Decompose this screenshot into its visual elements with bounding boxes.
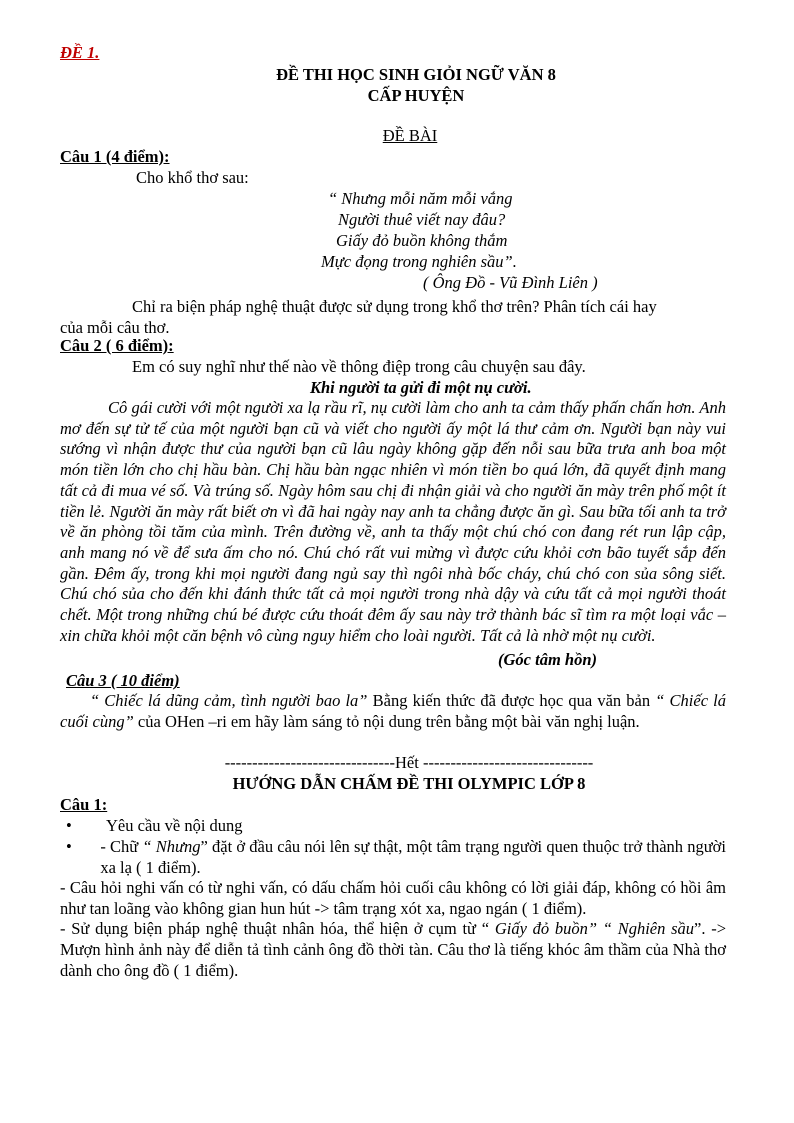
poem-line-1: “ Nhưng mỗi năm mỗi vắng <box>328 189 513 208</box>
poem-line-2: Người thuê viết nay đâu? <box>338 210 506 229</box>
story-text: Cô gái cười với một người xa lạ rầu rĩ, nụ cười làm cho anh ta cảm thấy phấn chấn hơn. Anh mơ đến sự tử tế của một người bạn cũ và viết cho người ấy một lá thư cảm ơn. Người bạn này vui sướng vì nhận được thư của người bạn cũ lâu ngày không gặp đến nỗi sau bữa trưa anh boa một món tiền lớn cho chị hầu bàn. Chị hầu bàn ngạc nhiên vì món tiền bo quá lớn, đã quyết định mang tất cả đi mua vé số. Và trúng số. Ngày hôm sau chị đi nhận giải và cho người ăn mày trên phố một ít tiền lẻ. Người ăn mày rất biết ơn vì đã hai ngày nay anh ta chẳng được ăn gì. Sau bữa tối anh ta trở về ăn phòng tồi tăm của mình. Trên đường về, anh ta thấy một chú chó con đang rét run lập cập, anh mang nó về để sưa ấm cho nó. Chú chó rất vui mừng vì được cứu khỏi cơn bão tuyết sắp đến gần. Đêm ấy, trong khi mọi người đang ngủ say thì ngôi nhà bốc cháy, chú chó con sủa sông siết. Chú chó sủa cho đến khi đánh thức tất cả mọi người trong nhà dậy và cứu tất cả mọi người thoát chết. Một trong những chú bé được cứu thoát đêm ấy sau này trở thành bác sĩ tìm ra một loại vắc – xin chữa khỏi một căn bệnh vô cùng nguy hiểm cho loài người. Tất cả là nhờ một nụ cười. <box>60 398 726 645</box>
guide-bullet-2-text: - Chữ “ Nhưng” đặt ở đầu câu nói lên sự thật, một tâm trạng người quen thuộc trở thành người xa lạ ( 1 điểm). <box>100 836 726 877</box>
cau1-question-line-2: của mỗi câu thơ. <box>60 318 170 337</box>
poem-block <box>60 188 726 272</box>
guide-bullet-1 <box>60 815 726 836</box>
cau1-question-line-1: Chỉ ra biện pháp nghệ thuật được sử dụng trong khổ thơ trên? Phân tích cái hay <box>132 297 657 316</box>
exam-title: ĐỀ THI HỌC SINH GIỎI NGỮ VĂN 8 <box>276 65 556 84</box>
cau1-intro: Cho khổ thơ sau: <box>136 168 249 187</box>
exam-number: ĐỀ 1. <box>60 43 100 62</box>
story-title: Khi người ta gửi đi một nụ cười. <box>310 378 532 397</box>
section-de-bai: ĐỀ BÀI <box>382 126 438 145</box>
exam-level: CẤP HUYỆN <box>367 86 465 105</box>
bullet-icon: • <box>66 836 72 856</box>
guide-para-1: - Câu hỏi nghi vấn có từ nghi vấn, có dấu chấm hỏi cuối câu không có lời giải đáp, không có hồi âm như tan loãng vào không gian hun hút -> tâm trạng xót xa, ngao ngán ( 1 điểm). <box>60 877 726 918</box>
guide-cau1-heading: Câu 1: <box>60 794 108 814</box>
cau3-text-1: Bằng kiến thức đã được học qua văn bản <box>367 691 656 711</box>
end-divider: -------------------------------Hết ------------------------------- <box>224 752 594 772</box>
cau1-heading: Câu 1 (4 điểm): <box>60 147 170 166</box>
cau3-quote: “ Chiếc lá dũng cảm, tình người bao la” <box>90 691 368 711</box>
cau3-heading: Câu 3 ( 10 điểm) <box>66 671 180 691</box>
cau2-intro: Em có suy nghĩ như thế nào về thông điệp trong câu chuyện sau đây. <box>132 357 586 376</box>
cau3-text <box>60 691 726 732</box>
poem-source: ( Ông Đồ - Vũ Đình Liên ) <box>423 273 598 292</box>
poem-line-4: Mực đọng trong nghiên sầu”. <box>321 252 517 271</box>
guide-para-2: - Sử dụng biện pháp nghệ thuật nhân hóa, thể hiện ở cụm từ “ Giấy đỏ buồn” “ Nghiên sầu”. -> Mượn hình ảnh này để diễn tả tình cảnh ông đồ thời tàn. Câu thơ là tiếng khóc âm thầm của Nhà thơ dành cho ông đồ ( 1 điểm). <box>60 919 727 980</box>
cau2-heading: Câu 2 ( 6 điểm): <box>60 336 174 355</box>
cau3-work: “ Chiếc lá cuối cùng” <box>60 691 727 732</box>
guide-bullet-2 <box>60 836 726 878</box>
poem-line-3: Giấy đỏ buồn không thắm <box>336 231 508 250</box>
document-page <box>60 42 726 981</box>
bullet-icon: • <box>66 815 72 835</box>
guide-bullet-1-text: Yêu cầu về nội dung <box>106 815 243 835</box>
story-source: (Góc tâm hồn) <box>498 650 597 670</box>
cau3-text-2: của OHen –ri em hãy làm sáng tỏ nội dung trên bằng một bài văn nghị luận. <box>133 712 640 732</box>
guide-title: HƯỚNG DẪN CHẤM ĐỀ THI OLYMPIC LỚP 8 <box>232 773 586 793</box>
